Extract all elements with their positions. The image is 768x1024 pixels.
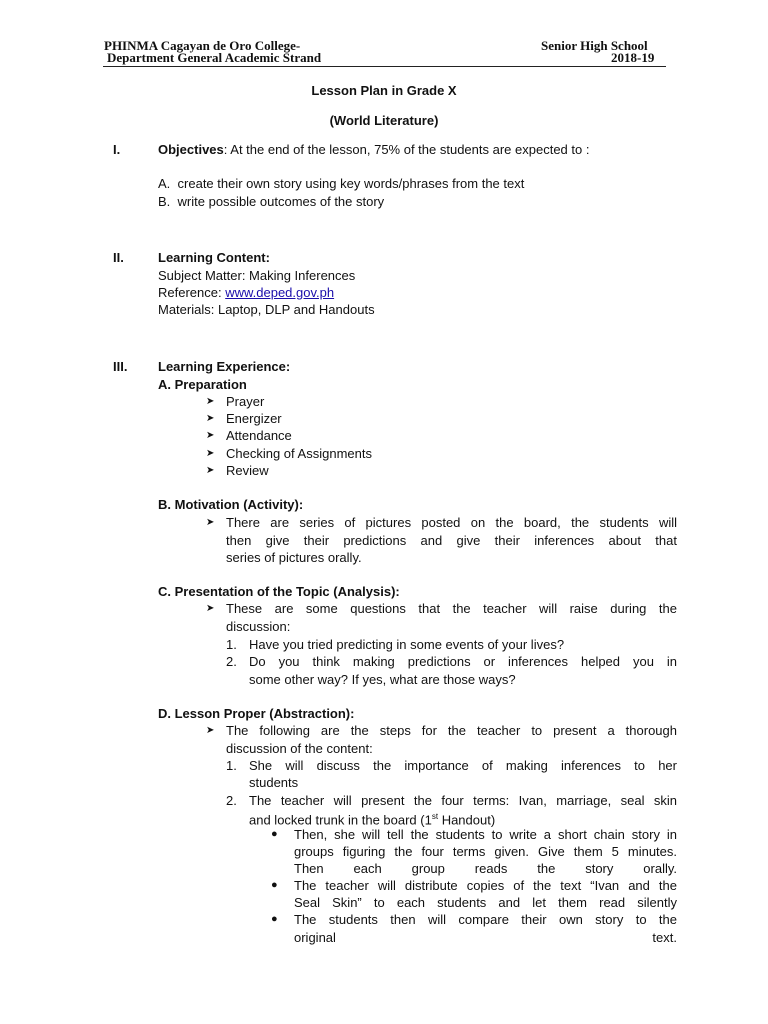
step-line: She will discuss the importance of making inferences to her	[249, 758, 677, 773]
reference-line	[158, 284, 334, 301]
objectives-heading	[158, 141, 589, 158]
header-school: Senior High School	[541, 38, 648, 53]
arrow-bullet-icon: ➤	[206, 603, 215, 614]
header-department: Department General Academic Strand	[107, 50, 322, 65]
subject-matter: Subject Matter: Making Inferences	[158, 268, 356, 283]
bullet-line: Seal Skin” to each students and let them read silently	[294, 895, 677, 910]
question-line: some other way? If yes, what are those ways?	[249, 672, 516, 687]
arrow-bullet-icon: ➤	[206, 448, 215, 459]
bullet-dot-icon: ●	[271, 913, 278, 925]
ordinal-superscript: st	[431, 812, 439, 821]
preparation-heading: A. Preparation	[158, 377, 247, 392]
objectives-label: Objectives	[158, 142, 224, 157]
presentation-line: discussion:	[226, 619, 291, 634]
lesson-line: discussion of the content:	[226, 741, 373, 756]
preparation-item: Prayer	[226, 394, 265, 409]
step-text: Handout)	[438, 812, 496, 828]
bullet-dot-icon: ●	[271, 879, 278, 891]
objective-item	[158, 175, 524, 192]
arrow-bullet-icon: ➤	[206, 413, 215, 424]
reference-link[interactable]: www.deped.gov.ph	[225, 285, 335, 300]
step-text: and locked trunk in the board (1	[249, 812, 432, 828]
objective-letter: B.	[158, 194, 171, 209]
arrow-bullet-icon: ➤	[206, 430, 215, 441]
step-number: 2.	[226, 793, 237, 808]
motivation-line: then give their predictions and give their inferences about that	[226, 533, 677, 548]
bullet-line: The teacher will distribute copies of the text “Ivan and the	[294, 878, 677, 893]
objective-letter: A.	[158, 176, 171, 191]
bullet-line: original text.	[294, 930, 677, 945]
bullet-dot-icon: ●	[271, 828, 278, 840]
arrow-bullet-icon: ➤	[206, 465, 215, 476]
motivation-heading: B. Motivation (Activity):	[158, 497, 304, 512]
bullet-line: Then each group reads the story orally.	[294, 861, 677, 876]
objective-text: write possible outcomes of the story	[177, 194, 385, 209]
preparation-item: Energizer	[226, 411, 282, 426]
question-line: Do you think making predictions or inferences helped you in	[249, 654, 677, 669]
lesson-title: Lesson Plan in Grade X	[311, 83, 457, 98]
step-line: The teacher will present the four terms: Ivan, marriage, seal skin	[249, 793, 677, 808]
header-divider	[103, 66, 666, 67]
question-number: 1.	[226, 637, 237, 652]
question-line: Have you tried predicting in some events of your lives?	[249, 637, 565, 652]
materials: Materials: Laptop, DLP and Handouts	[158, 302, 375, 317]
arrow-bullet-icon: ➤	[206, 396, 215, 407]
question-number: 2.	[226, 654, 237, 669]
step-number: 1.	[226, 758, 237, 773]
lesson-line: The following are the steps for the teacher to present a thorough	[226, 723, 677, 738]
section-numeral-experience: III.	[113, 359, 128, 374]
section-numeral-content: II.	[113, 250, 124, 265]
presentation-heading: C. Presentation of the Topic (Analysis):	[158, 584, 400, 599]
bullet-line: Then, she will tell the students to write a short chain story in	[294, 827, 677, 842]
arrow-bullet-icon: ➤	[206, 725, 215, 736]
preparation-item: Review	[226, 463, 269, 478]
objective-text: create their own story using key words/phrases from the text	[177, 176, 525, 191]
lesson-subject: (World Literature)	[329, 113, 439, 128]
arrow-bullet-icon: ➤	[206, 517, 215, 528]
content-heading: Learning Content:	[158, 250, 270, 265]
motivation-line: series of pictures orally.	[226, 550, 362, 565]
header-college: PHINMA Cagayan de Oro College-	[104, 38, 301, 53]
presentation-line: These are some questions that the teacher will raise during the	[226, 601, 677, 616]
bullet-line: groups figuring the four terms given. Give them 5 minutes.	[294, 844, 677, 859]
header-year: 2018-19	[611, 50, 655, 65]
preparation-item: Attendance	[226, 428, 292, 443]
experience-heading: Learning Experience:	[158, 359, 291, 374]
section-numeral-objectives: I.	[113, 142, 121, 157]
bullet-line: The students then will compare their own story to the	[294, 912, 677, 927]
objective-item	[158, 193, 384, 210]
motivation-line: There are series of pictures posted on the board, the students will	[226, 515, 677, 530]
reference-label: Reference:	[158, 285, 226, 300]
preparation-item: Checking of Assignments	[226, 446, 372, 461]
objectives-intro: : At the end of the lesson, 75% of the students are expected to :	[223, 142, 590, 157]
step-line: students	[249, 775, 299, 790]
lesson-proper-heading: D. Lesson Proper (Abstraction):	[158, 706, 355, 721]
